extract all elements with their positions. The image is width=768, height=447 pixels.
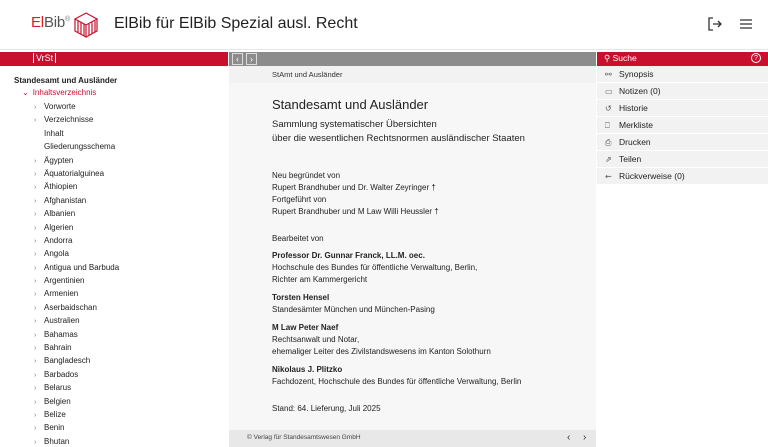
back-arrow-icon: ⇜	[605, 172, 612, 181]
tree-item[interactable]	[34, 274, 119, 287]
tree-item-label: Armenien	[44, 289, 79, 299]
menu-teilen[interactable]	[597, 151, 768, 168]
chevron-right-icon: ›	[34, 318, 37, 326]
tree-item-label: Afghanistan	[44, 195, 87, 205]
tree-item[interactable]	[34, 140, 119, 153]
editor-line: ehemaliger Leiter des Zivilstandswesens im Kanton Solothurn	[272, 347, 491, 356]
chevron-right-icon: ›	[34, 278, 37, 286]
chevron-right-icon: ›	[34, 197, 37, 205]
menu-label: Rückverweise (0)	[619, 171, 685, 181]
tree-item-label: Belize	[44, 409, 66, 419]
tree-item-label: Algerien	[44, 222, 74, 232]
menu-drucken[interactable]	[597, 134, 768, 151]
vrst-tab-label: VrSt	[33, 53, 56, 63]
tree-item-label: Andorra	[44, 235, 73, 245]
founded-label: Neu begründet von	[272, 171, 341, 180]
chevron-right-icon: ›	[34, 211, 37, 219]
footer-next-icon[interactable]: ›	[583, 432, 587, 443]
tree-item[interactable]	[34, 180, 119, 193]
tree-item[interactable]	[34, 247, 119, 260]
chevron-right-icon: ›	[34, 291, 37, 299]
tree-item-label: Belarus	[44, 383, 72, 393]
edited-label: Bearbeitet von	[272, 234, 324, 243]
chevron-right-icon: ›	[34, 157, 37, 165]
menu-label: Historie	[619, 103, 648, 113]
tree-item-label: Inhalt	[44, 128, 64, 138]
search-label: Suche	[612, 53, 637, 63]
tree-item[interactable]	[34, 328, 119, 341]
tree-item-label: Bhutan	[44, 436, 70, 446]
logo-registered: ®	[65, 16, 70, 23]
footer-prev-icon[interactable]: ‹	[567, 432, 571, 443]
tree-item[interactable]	[34, 127, 119, 140]
menu-notizen[interactable]	[597, 83, 768, 100]
founded-by: Rupert Brandhuber und Dr. Walter Zeyringer †	[272, 183, 436, 192]
tree-toc-node[interactable]	[22, 88, 96, 97]
tree-item[interactable]	[34, 234, 119, 247]
chevron-right-icon: ›	[34, 104, 37, 111]
logo-text-grey: Bib	[43, 14, 66, 31]
chevron-right-icon: ›	[34, 411, 37, 419]
tree-item-label: Angola	[44, 249, 69, 259]
tree-item-label: Gliederungsschema	[44, 142, 116, 152]
elbib-logo[interactable]	[31, 14, 70, 31]
menu-label: Drucken	[619, 137, 651, 147]
chevron-right-icon: ›	[34, 224, 37, 232]
prev-button[interactable]: ‹	[232, 53, 243, 65]
chevron-right-icon: ›	[34, 237, 37, 245]
help-icon[interactable]: ?	[751, 53, 761, 63]
next-button[interactable]: ›	[246, 53, 257, 65]
logo-text-red: El	[31, 14, 44, 31]
menu-label: Notizen (0)	[619, 86, 661, 96]
editor-name: Torsten Hensel	[272, 293, 330, 302]
tree-item[interactable]	[34, 301, 119, 314]
editor-line: Standesämter München und München-Pasing	[272, 305, 435, 314]
tree-item-label: Argentinien	[44, 276, 85, 286]
tree-item[interactable]	[34, 421, 119, 434]
tree-item-label: Bangladesch	[44, 356, 91, 366]
document-subtitle-2: über die wesentlichen Rechtsnormen ausländischer Staaten	[272, 133, 525, 144]
tree-item[interactable]	[34, 395, 119, 408]
continued-label: Fortgeführt von	[272, 195, 327, 204]
comment-icon: ▭	[605, 87, 613, 96]
document-view	[229, 83, 596, 430]
tree-item-label: Äquatorialguinea	[44, 168, 105, 178]
chevron-right-icon: ›	[34, 385, 37, 393]
menu-merkliste[interactable]	[597, 117, 768, 134]
tree-item-label: Barbados	[44, 369, 79, 379]
tree-item-label: Albanien	[44, 209, 76, 219]
chevron-right-icon: ›	[34, 304, 37, 312]
chevron-down-icon: ⌄	[22, 88, 29, 97]
document-subtitle-1: Sammlung systematischer Übersichten	[272, 119, 437, 130]
breadcrumb: StAmt und Ausländer	[229, 66, 596, 83]
synopsis-icon: ⚯	[605, 70, 612, 79]
left-panel-bar	[0, 52, 228, 66]
tree-item[interactable]	[34, 221, 119, 234]
history-icon: ↺	[605, 104, 612, 113]
tree-item[interactable]	[34, 368, 119, 381]
menu-label: Teilen	[619, 154, 642, 164]
chevron-right-icon: ›	[34, 358, 37, 366]
print-icon: ⎙	[605, 138, 612, 147]
editor-name: Nikolaus J. Plitzko	[272, 365, 343, 374]
toc-tree	[0, 70, 228, 447]
tree-item[interactable]	[34, 341, 119, 354]
tree-item[interactable]	[34, 154, 119, 167]
editor-line: Rechtsanwalt und Notar,	[272, 335, 360, 344]
chevron-right-icon: ›	[34, 331, 37, 339]
tree-item-label: Belgien	[44, 396, 71, 406]
share-icon: ⇗	[605, 155, 612, 164]
tree-item[interactable]	[34, 381, 119, 394]
app-header	[0, 0, 768, 50]
chevron-right-icon: ›	[34, 398, 37, 406]
tree-item[interactable]	[34, 435, 119, 447]
vrst-tab[interactable]	[31, 52, 58, 66]
chevron-right-icon: ›	[34, 371, 37, 379]
continued-by: Rupert Brandhuber und M Law Willi Heussler †	[272, 207, 439, 216]
chevron-right-icon: ›	[34, 438, 37, 446]
editor-line: Richter am Kammergericht	[272, 275, 368, 284]
menu-synopsis[interactable]	[597, 66, 768, 83]
tree-item-label: Bahamas	[44, 329, 78, 339]
document-footer	[229, 430, 596, 447]
menu-historie[interactable]	[597, 100, 768, 117]
chevron-right-icon: ›	[34, 184, 37, 192]
tree-item[interactable]	[34, 100, 119, 113]
menu-rueckverweise[interactable]	[597, 168, 768, 185]
tools-menu	[597, 66, 768, 185]
tree-item[interactable]	[34, 194, 119, 207]
menu-label: Merkliste	[619, 120, 654, 130]
app-title: ElBib für ElBib Spezial ausl. Recht	[114, 15, 358, 32]
tree-item[interactable]	[34, 113, 119, 126]
books-logo-icon	[71, 9, 101, 39]
tree-item[interactable]	[34, 354, 119, 367]
document-toolbar	[229, 52, 596, 66]
tree-root[interactable]: Standesamt und Ausländer	[14, 76, 118, 85]
tree-item-label: Verzeichnisse	[44, 115, 94, 125]
copyright-text: © Verlag für Standesamtswesen GmbH	[247, 434, 361, 441]
chevron-right-icon: ›	[34, 345, 37, 353]
tree-item-label: Äthiopien	[44, 182, 78, 192]
tree-item[interactable]	[34, 261, 119, 274]
chevron-right-icon: ›	[34, 425, 37, 433]
chevron-right-icon: ›	[34, 117, 37, 125]
tree-item-label: Antigua und Barbuda	[44, 262, 120, 272]
tree-item-label: Vorworte	[44, 102, 76, 111]
tree-item-label: Ägypten	[44, 155, 74, 165]
right-panel	[597, 52, 768, 185]
tree-item-label: Aserbaidschan	[44, 302, 97, 312]
tree-item-label: Benin	[44, 423, 65, 433]
document-status: Stand: 64. Lieferung, Juli 2025	[272, 404, 381, 413]
tree-item[interactable]	[34, 408, 119, 421]
editor-line: Hochschule des Bundes für öffentliche Verwaltung, Berlin,	[272, 263, 478, 272]
chevron-right-icon: ›	[34, 251, 37, 259]
logout-icon[interactable]	[706, 15, 724, 33]
tree-toc-label: Inhaltsverzeichnis	[32, 88, 97, 97]
tree-list	[34, 100, 119, 447]
tree-item[interactable]	[34, 314, 119, 327]
document-title: Standesamt und Ausländer	[272, 97, 429, 112]
tree-item[interactable]	[34, 287, 119, 300]
editor-line: Fachdozent, Hochschule des Bundes für öffentliche Verwaltung, Berlin	[272, 377, 522, 386]
tree-item[interactable]	[34, 167, 119, 180]
editor-name: Professor Dr. Gunnar Franck, LL.M. oec.	[272, 251, 425, 260]
editor-name: M Law Peter Naef	[272, 323, 339, 332]
tree-item-label: Bahrain	[44, 343, 72, 353]
menu-label: Synopsis	[619, 69, 654, 79]
search-bar[interactable]	[597, 52, 768, 66]
chevron-right-icon: ›	[34, 170, 37, 178]
hamburger-menu-icon[interactable]	[737, 15, 755, 33]
chevron-right-icon: ›	[34, 264, 37, 272]
tree-item[interactable]	[34, 207, 119, 220]
tree-item-label: Australien	[44, 316, 80, 326]
search-icon: ⚲	[604, 53, 611, 63]
bookmark-icon: ⎕	[605, 121, 610, 130]
